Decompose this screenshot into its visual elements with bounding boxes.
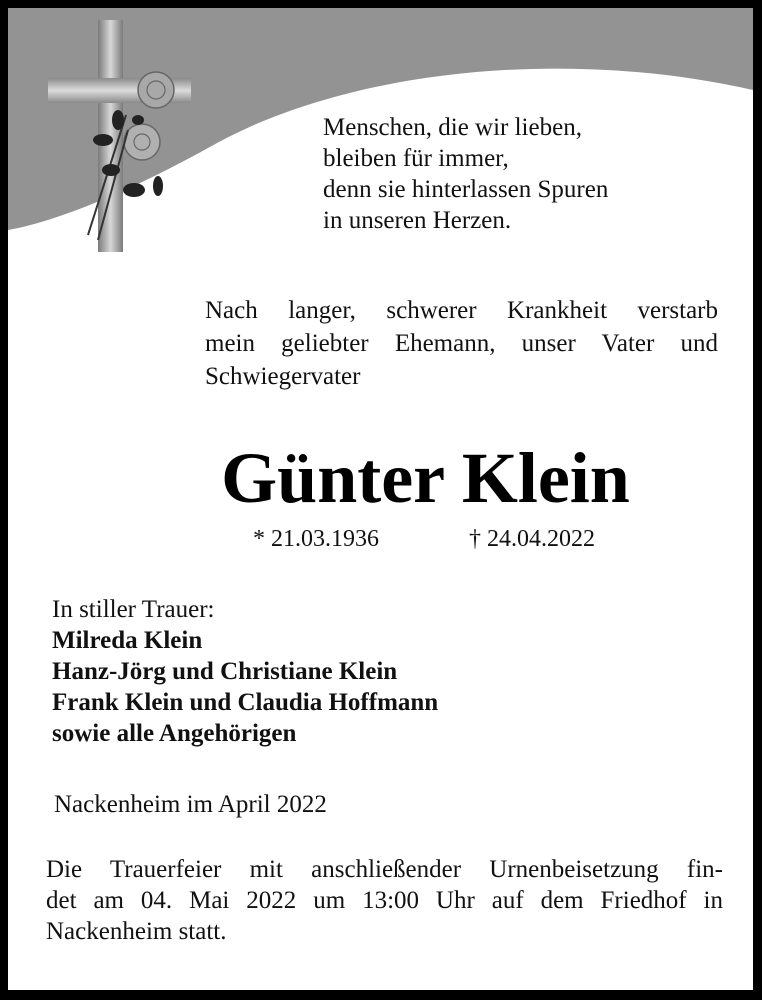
announcement-intro: [205, 294, 718, 393]
intro-line: Schwiegervater: [205, 363, 361, 390]
poem-line: in unseren Herzen.: [323, 207, 512, 234]
mourner-name: Hanz-Jörg und Christiane Klein: [52, 658, 398, 685]
service-line: Die Trauerfeier mit anschließender Urnenbeisetzung fin-: [46, 856, 723, 883]
mourner-name: Milreda Klein: [52, 627, 203, 654]
deceased-name: Günter Klein: [221, 438, 630, 518]
service-line: Nackenheim statt.: [46, 918, 227, 945]
mourner-name: sowie alle Angehörigen: [52, 720, 297, 747]
death-date: † 24.04.2022: [469, 526, 595, 552]
mourners-lead: In stiller Trauer:: [52, 596, 215, 623]
poem-line: Menschen, die wir lieben,: [323, 114, 582, 141]
birth-date: * 21.03.1936: [253, 526, 379, 552]
poem-line: bleiben für immer,: [323, 145, 509, 172]
place-and-date: Nackenheim im April 2022: [54, 791, 327, 818]
poem-line: denn sie hinterlassen Spuren: [323, 176, 609, 203]
service-line: det am 04. Mai 2022 um 13:00 Uhr auf dem Friedhof in: [46, 887, 723, 914]
obituary-card: [8, 8, 753, 990]
memorial-poem: [323, 112, 608, 236]
mourner-name: Frank Klein und Claudia Hoffmann: [52, 689, 439, 716]
cross-with-roses-icon: [48, 20, 208, 260]
life-dates: [253, 526, 595, 553]
intro-line: mein geliebter Ehemann, unser Vater und: [205, 330, 718, 357]
intro-line: Nach langer, schwerer Krankheit verstarb: [205, 297, 718, 324]
funeral-service-info: [46, 854, 723, 947]
mourners-list: [52, 594, 438, 749]
